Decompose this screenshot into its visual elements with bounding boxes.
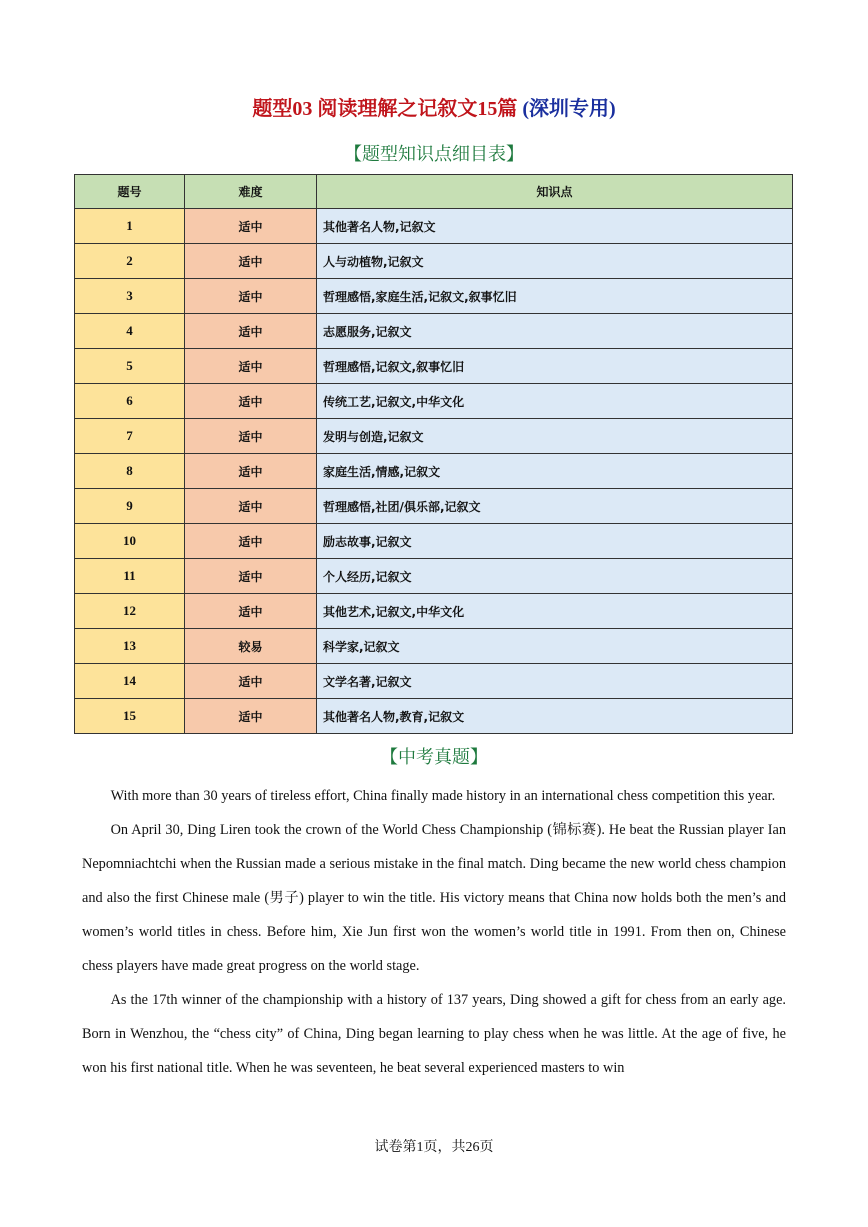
table-row: [75, 349, 793, 384]
row-difficulty: 适中: [185, 349, 317, 384]
table-row: [75, 384, 793, 419]
row-knowledge-points: 哲理感悟,社团/俱乐部,记叙文: [317, 489, 793, 524]
table-row: [75, 279, 793, 314]
row-number: 7: [75, 419, 185, 454]
row-knowledge-points: 哲理感悟,家庭生活,记叙文,叙事忆旧: [317, 279, 793, 314]
exam-heading: 【中考真题】: [380, 747, 488, 768]
paragraph: As the 17th winner of the championship with a history of 137 years, Ding showed a gift for chess from an early age. Born in Wenzhou, the “chess city” of China, Ding began learning to play chess when he was little. At the age of five, he won his first national title. When he was seventeen, he beat several experienced masters to win: [82, 992, 786, 1076]
row-number: 5: [75, 349, 185, 384]
passage: [82, 779, 786, 1085]
row-knowledge-points: 其他著名人物,记叙文: [317, 209, 793, 244]
row-difficulty: 较易: [185, 629, 317, 664]
header-number: 题号: [75, 175, 185, 209]
table-row: [75, 664, 793, 699]
page-title: [0, 92, 868, 121]
row-knowledge-points: 发明与创造,记叙文: [317, 419, 793, 454]
table-row: [75, 524, 793, 559]
row-number: 4: [75, 314, 185, 349]
table-row: [75, 454, 793, 489]
row-number: 15: [75, 699, 185, 734]
page-footer: 试卷第1页，共26页: [374, 1140, 494, 1155]
row-knowledge-points: 励志故事,记叙文: [317, 524, 793, 559]
table-row: [75, 699, 793, 734]
row-knowledge-points: 人与动植物,记叙文: [317, 244, 793, 279]
header-knowledge-points: 知识点: [317, 175, 793, 209]
row-difficulty: 适中: [185, 419, 317, 454]
row-difficulty: 适中: [185, 489, 317, 524]
row-knowledge-points: 科学家,记叙文: [317, 629, 793, 664]
table-row: [75, 314, 793, 349]
row-number: 14: [75, 664, 185, 699]
title-main: 题型03 阅读理解之记叙文15篇: [252, 98, 523, 120]
table-heading: 【题型知识点细目表】: [344, 144, 524, 165]
row-difficulty: 适中: [185, 244, 317, 279]
row-difficulty: 适中: [185, 524, 317, 559]
row-knowledge-points: 其他艺术,记叙文,中华文化: [317, 594, 793, 629]
table-row: [75, 419, 793, 454]
row-difficulty: 适中: [185, 699, 317, 734]
table-row: [75, 244, 793, 279]
row-difficulty: 适中: [185, 454, 317, 489]
row-difficulty: 适中: [185, 279, 317, 314]
table-row: [75, 209, 793, 244]
table-body: [75, 209, 793, 734]
row-difficulty: 适中: [185, 594, 317, 629]
row-knowledge-points: 哲理感悟,记叙文,叙事忆旧: [317, 349, 793, 384]
row-number: 6: [75, 384, 185, 419]
row-knowledge-points: 其他著名人物,教育,记叙文: [317, 699, 793, 734]
row-difficulty: 适中: [185, 664, 317, 699]
row-knowledge-points: 个人经历,记叙文: [317, 559, 793, 594]
table-row: [75, 629, 793, 664]
title-sub: (深圳专用): [522, 98, 616, 120]
row-number: 2: [75, 244, 185, 279]
row-number: 13: [75, 629, 185, 664]
table-row: [75, 559, 793, 594]
table-row: [75, 489, 793, 524]
row-number: 11: [75, 559, 185, 594]
paragraph: With more than 30 years of tireless effort, China finally made history in an international chess competition this year.: [110, 788, 776, 804]
row-knowledge-points: 家庭生活,情感,记叙文: [317, 454, 793, 489]
row-number: 1: [75, 209, 185, 244]
row-number: 12: [75, 594, 185, 629]
header-difficulty: 难度: [185, 175, 317, 209]
row-number: 3: [75, 279, 185, 314]
row-knowledge-points: 传统工艺,记叙文,中华文化: [317, 384, 793, 419]
row-difficulty: 适中: [185, 209, 317, 244]
row-difficulty: 适中: [185, 559, 317, 594]
row-number: 9: [75, 489, 185, 524]
row-knowledge-points: 文学名著,记叙文: [317, 664, 793, 699]
row-number: 8: [75, 454, 185, 489]
row-difficulty: 适中: [185, 384, 317, 419]
knowledge-point-table: [74, 174, 793, 734]
paragraph: On April 30, Ding Liren took the crown of the World Chess Championship (锦标赛). He beat the Russian player Ian Nepomniachtchi when the Russian made a serious mistake in the final match. Ding became the new world chess champion and also the first Chinese male (男子) player to win the title. His victory means that China now holds both the men’s and women’s world titles in chess. Before him, Xie Jun first won the women’s world title in 1991. From then on, Chinese chess players have made great progress on the world stage.: [82, 822, 786, 974]
row-knowledge-points: 志愿服务,记叙文: [317, 314, 793, 349]
table-row: [75, 594, 793, 629]
row-difficulty: 适中: [185, 314, 317, 349]
table-header-row: [75, 175, 793, 209]
row-number: 10: [75, 524, 185, 559]
